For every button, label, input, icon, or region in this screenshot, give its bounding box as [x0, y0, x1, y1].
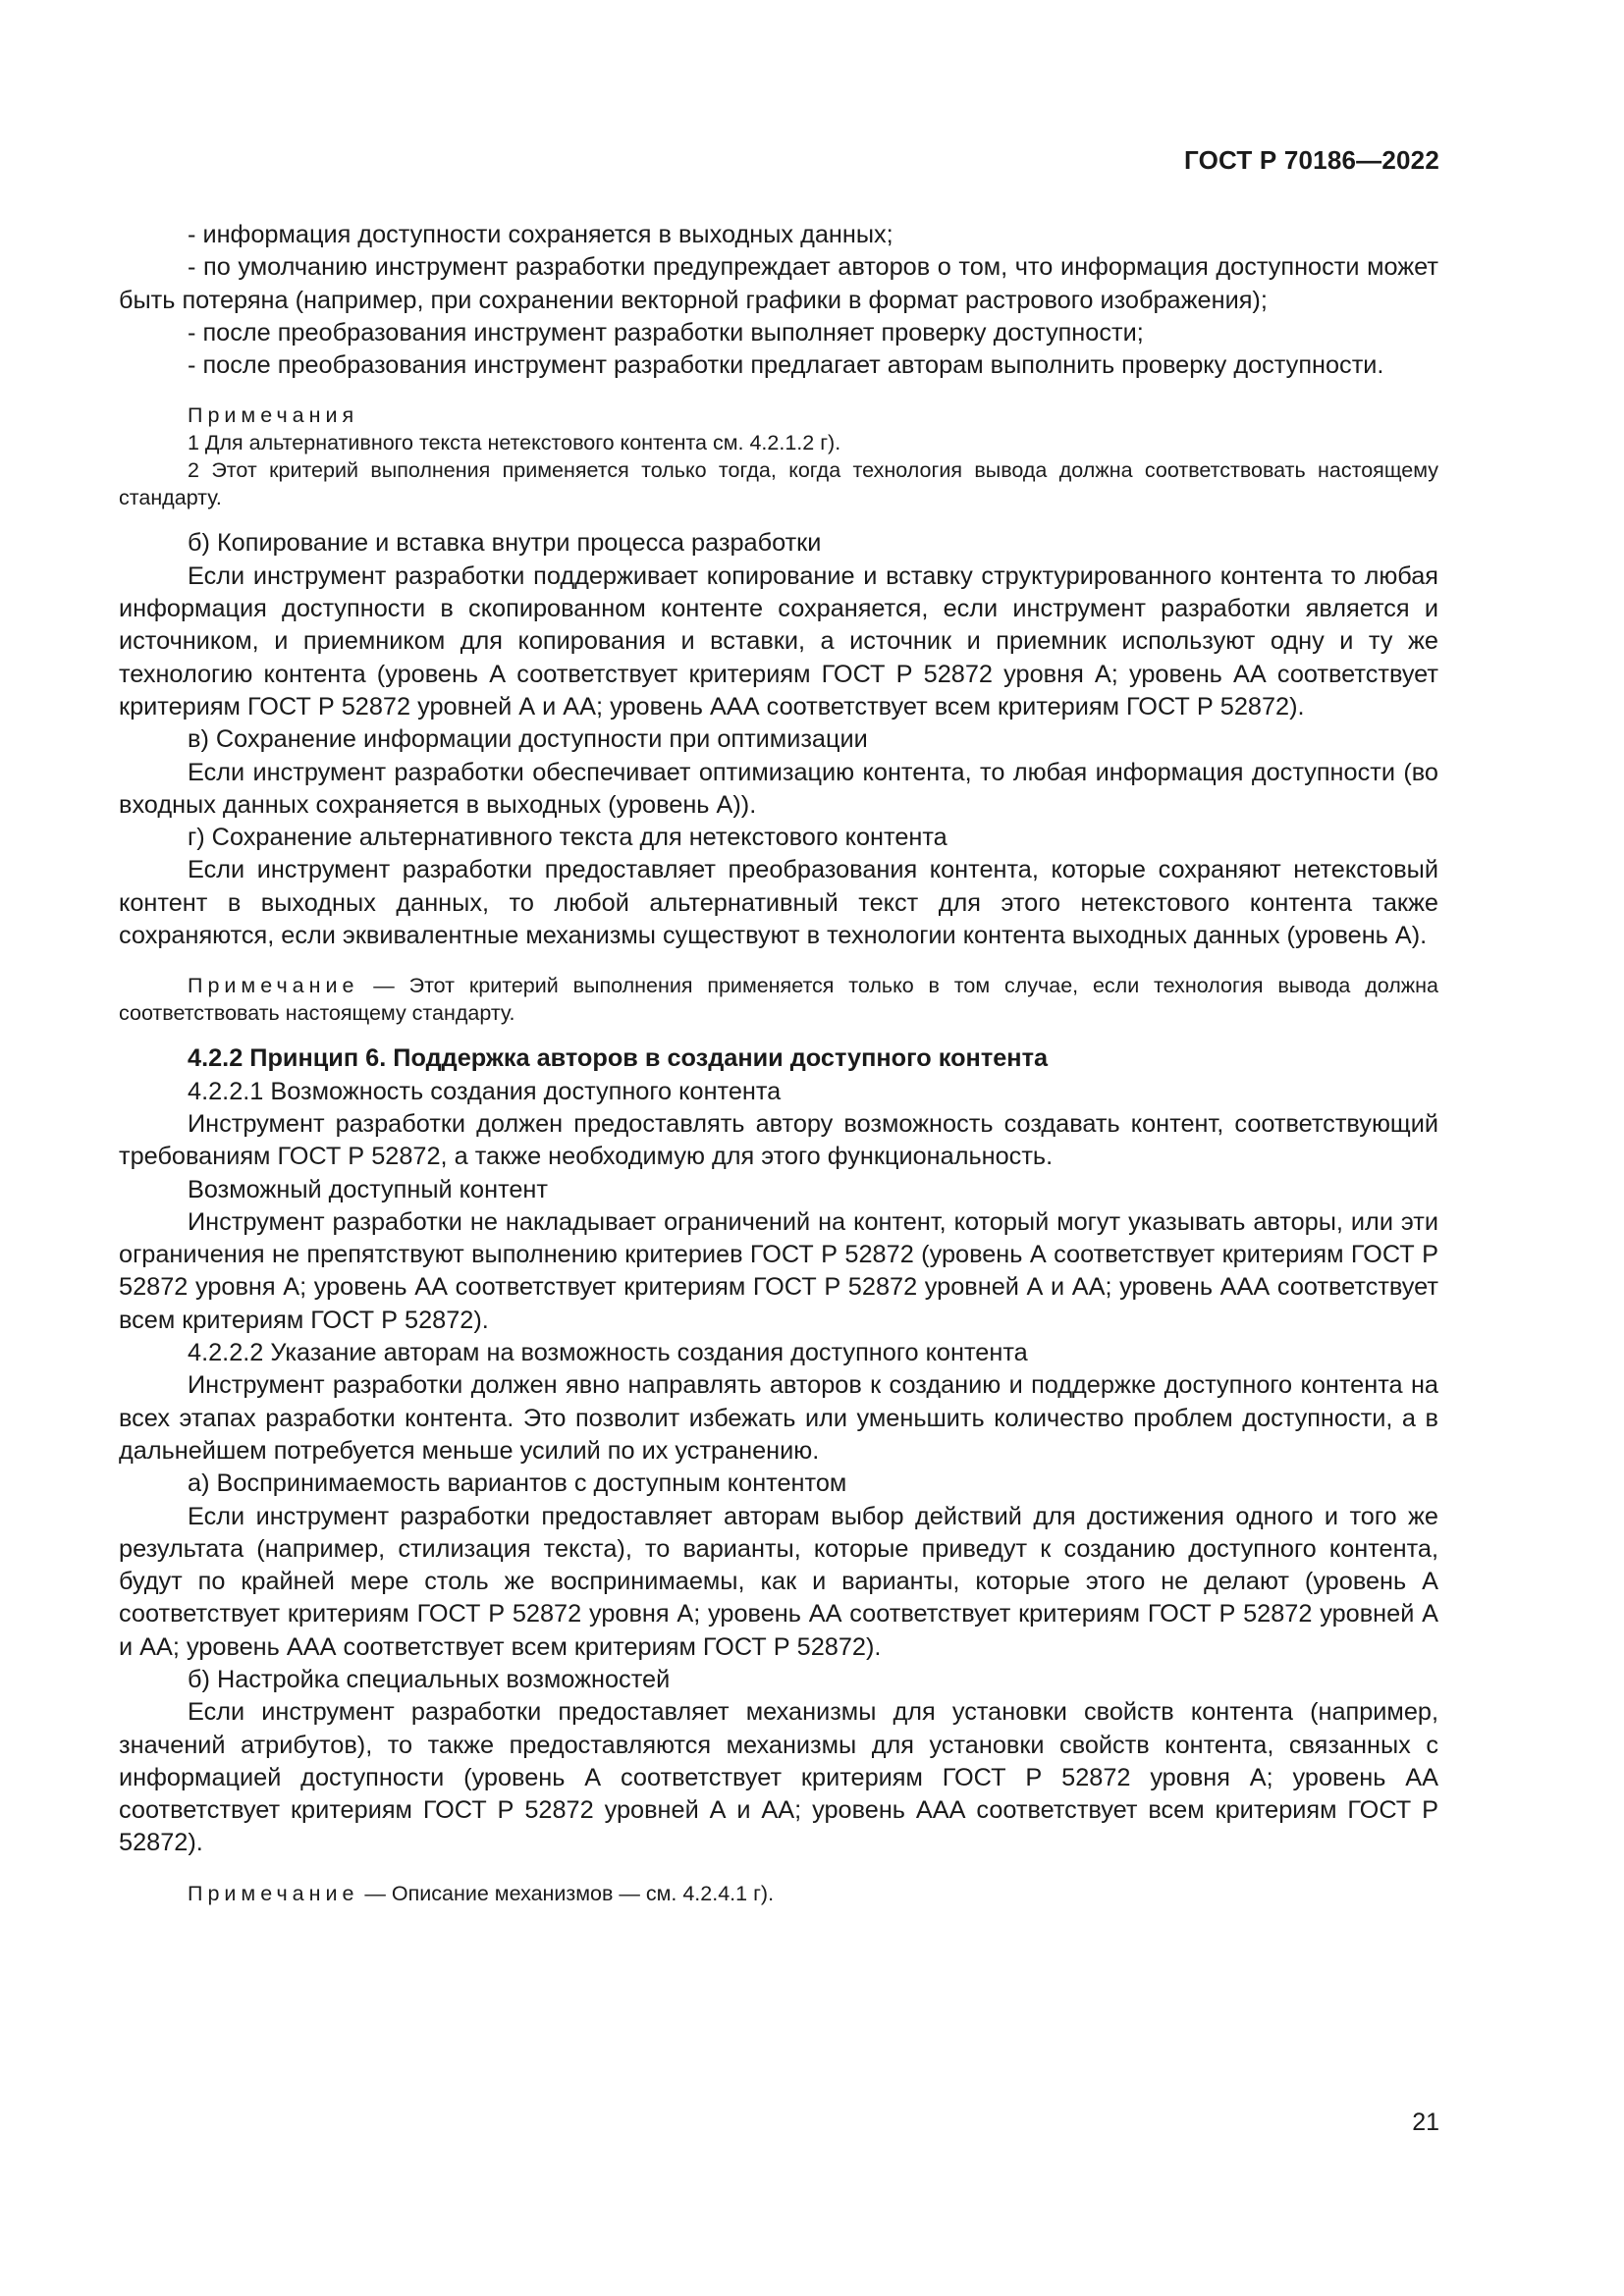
note-item: 1 Для альтернативного текста нетекстового контента см. 4.2.1.2 г).: [188, 431, 841, 455]
page-number: 21: [1412, 2109, 1439, 2136]
paragraph: Если инструмент разработки обеспечивает оптимизацию контента, то любая информация доступности (во входных данных сохраняется в выходных (уровень А)).: [119, 758, 1438, 819]
paragraph: Инструмент разработки должен явно направлять авторов к созданию и поддержке доступного контента на всех этапах разработки контента. Это позволит избежать или уменьшить количество проблем доступности, а в дальнейшем потребуется меньше усилий по их устранению.: [119, 1371, 1438, 1465]
subsection-title: а) Воспринимаемость вариантов с доступным контентом: [188, 1469, 847, 1498]
subsection-title: в) Сохранение информации доступности при оптимизации: [188, 725, 868, 754]
note-text: — Описание механизмов — см. 4.2.4.1 г).: [358, 1881, 775, 1905]
note-label: Примечание: [188, 974, 359, 998]
note: [119, 1880, 1438, 1907]
note: [119, 972, 1438, 1027]
bullet-item: - информация доступности сохраняется в выходных данных;: [188, 221, 893, 248]
section-heading: 4.2.2 Принцип 6. Поддержка авторов в создании доступного контента: [188, 1044, 1049, 1073]
paragraph: Инструмент разработки должен предоставлять автору возможность создавать контент, соответствующий требованиям ГОСТ Р 52872, а также необходимую для этого функциональность.: [119, 1109, 1438, 1171]
paragraph: Если инструмент разработки предоставляет механизмы для установки свойств контента (например, значений атрибутов), то также предоставляются механизмы для установки свойств контента, связанных с информацией доступности (уровень А соответствует критериям ГОСТ Р 52872 уровня А; уровень АА соответствует критериям ГОСТ Р 52872 уровней А и АА; уровень ААА соответствует всем критериям ГОСТ Р 52872).: [119, 1698, 1438, 1857]
note-item: 2 Этот критерий выполнения применяется только тогда, когда технология вывода должна соответствовать настоящему стандарту.: [119, 458, 1438, 510]
paragraph: Инструмент разработки не накладывает ограничений на контент, который могут указывать авторы, или эти ограничения не препятствуют выполнению критериев ГОСТ Р 52872 (уровень А соответствует критериям ГОСТ Р 52872 уровня А; уровень АА соответствует критериям ГОСТ Р 52872 уровней А и АА; уровень ААА соответствует всем критериям ГОСТ Р 52872).: [119, 1207, 1438, 1334]
note-label: Примечание: [188, 1881, 359, 1905]
notes-label: Примечания: [188, 403, 359, 428]
document-header: ГОСТ Р 70186—2022: [1184, 145, 1439, 175]
subsection-title: б) Настройка специальных возможностей: [188, 1665, 671, 1693]
notes-block: [119, 401, 1438, 511]
subsection-title: 4.2.2.2 Указание авторам на возможность создания доступного контента: [188, 1339, 1028, 1367]
paragraph: Если инструмент разработки предоставляет преобразования контента, которые сохраняют нетекстовый контент в выходных данных, то любой альтернативный текст для этого нетекстового контента также сохраняются, если эквивалентные механизмы существуют в технологии контента выходных данных (уровень А).: [119, 856, 1438, 950]
subsection-title: Возможный доступный контент: [188, 1175, 548, 1203]
bullet-item: - после преобразования инструмент разработки предлагает авторам выполнить проверку доступности.: [188, 351, 1384, 380]
note-block: [119, 1880, 1438, 1907]
bullet-item: - по умолчанию инструмент разработки предупреждает авторов о том, что информация доступности может быть потеряна (например, при сохранении векторной графики в формат растрового изображения);: [119, 253, 1438, 314]
bullet-item: - после преобразования инструмент разработки выполняет проверку доступности;: [188, 318, 1144, 347]
note-block: [119, 972, 1438, 1027]
subsection-title: 4.2.2.1 Возможность создания доступного контента: [188, 1077, 782, 1105]
note-text: — Этот критерий выполнения применяется только в том случае, если технология вывода должна соответствовать настоящему стандарту.: [119, 974, 1438, 1026]
subsection-title: г) Сохранение альтернативного текста для нетекстового контента: [188, 824, 947, 852]
paragraph: Если инструмент разработки поддерживает копирование и вставку структурированного контента то любая информация доступности в скопированном контенте сохраняется, если инструмент разработки является и источником, и приемником для копирования и вставки, а источник и приемник используют одну и ту же технологию контента (уровень А соответствует критериям ГОСТ Р 52872 уровня А; уровень АА соответствует критериям ГОСТ Р 52872 уровней А и АА; уровень ААА соответствует всем критериям ГОСТ Р 52872).: [119, 561, 1438, 721]
paragraph: Если инструмент разработки предоставляет авторам выбор действий для достижения одного и того же результата (например, стилизация текста), то варианты, которые приведут к созданию доступного контента, будут по крайней мере столь же воспринимаемы, как и варианты, которые этого не делают (уровень А соответствует критериям ГОСТ Р 52872 уровня А; уровень АА соответствует критериям ГОСТ Р 52872 уровней А и АА; уровень ААА соответствует всем критериям ГОСТ Р 52872).: [119, 1502, 1438, 1661]
document-body: [119, 219, 1438, 1923]
subsection-title: б) Копирование и вставка внутри процесса разработки: [188, 529, 822, 558]
